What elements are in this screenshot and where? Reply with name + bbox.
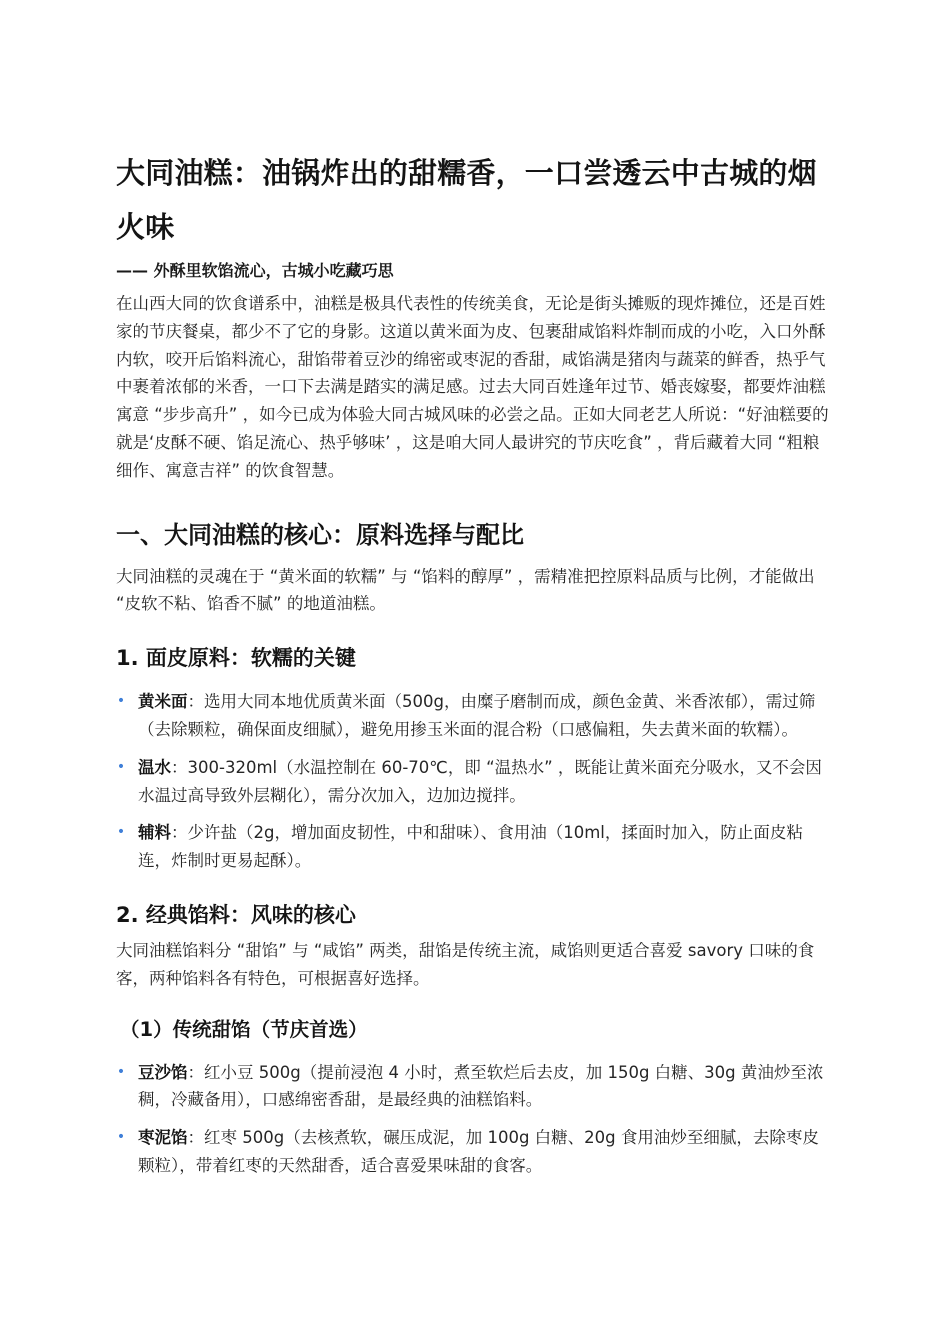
bullet-icon: •: [116, 693, 126, 710]
item-text: ：红小豆 500g（提前浸泡 4 小时，煮至软烂后去皮，加 150g 白糖、30g 黄油炒至浓稠，冷藏备用），口感绵密香甜，是最经典的油糕馅料。: [138, 1062, 824, 1110]
article-title: 大同油糕：油锅炸出的甜糯香，一口尝透云中古城的烟火味: [116, 156, 817, 244]
section-1-heading: 一、大同油糕的核心：原料选择与配比: [116, 520, 524, 549]
list-item: [116, 819, 832, 875]
item-term: 温水: [138, 757, 171, 777]
subsection-2-intro: 大同油糕馅料分 “甜馅” 与 “咸馅” 两类，甜馅是传统主流，咸馅则更适合喜爱 savory 口味的食客，两种馅料各有特色，可根据喜好选择。: [116, 940, 815, 988]
list-item: [116, 1059, 832, 1115]
sweet-filling-list: [116, 1059, 832, 1180]
bullet-icon: •: [116, 1129, 126, 1146]
subsection-1-heading: 1. 面皮原料：软糯的关键: [116, 646, 356, 671]
item-text: ：红枣 500g（去核煮软，碾压成泥，加 100g 白糖、20g 食用油炒至细腻，去除枣皮颗粒），带着红枣的天然甜香，适合喜爱果味甜的食客。: [138, 1128, 819, 1175]
item-term: 辅料: [138, 823, 171, 843]
list-item: [116, 1124, 832, 1180]
item-text: ：少许盐（2g，增加面皮韧性，中和甜味）、食用油（10ml，揉面时加入，防止面皮粘连，炸制时更易起酥）。: [138, 823, 803, 871]
item-term: 黄米面: [138, 692, 188, 712]
section-1-intro: 大同油糕的灵魂在于 “黄米面的软糯” 与 “馅料的醇厚” ，需精准把控原料品质与比例，才能做出 “皮软不粘、馅香不腻” 的地道油糕。: [116, 566, 815, 614]
bullet-icon: •: [116, 1063, 126, 1080]
item-term: 枣泥馅: [138, 1128, 188, 1148]
item-text: ：选用大同本地优质黄米面（500g，由糜子磨制而成，颜色金黄、米香浓郁），需过筛（去除颗粒，确保面皮细腻），避免用掺玉米面的混合粉（口感偏粗，失去黄米面的软糯）。: [138, 692, 816, 739]
subsection-2-heading: 2. 经典馅料：风味的核心: [116, 902, 356, 927]
intro-paragraph: 在山西大同的饮食谱系中，油糕是极具代表性的传统美食，无论是街头摊贩的现炸摊位，还是百姓家的节庆餐桌，都少不了它的身影。这道以黄米面为皮、包裹甜咸馅料炸制而成的小吃，入口外酥内软，咬开后馅料流心，甜馅带着豆沙的绵密或枣泥的香甜，咸馅满是猪肉与蔬菜的鲜香，热乎气中裹着浓郁的米香，一口下去满是踏实的满足感。过去大同百姓逢年过节、婚丧嫁娶，都要炸油糕寓意 “步步高升” ，如今已成为体验大同古城风味的必尝之品。正如大同老艺人所说：“好油糕要的就是‘皮酥不硬、馅足流心、热乎够味’ ，这是咱大同人最讲究的节庆吃食” ，背后藏着大同 “粗粮细作、寓意吉祥” 的饮食智慧。: [116, 294, 829, 480]
bullet-icon: •: [116, 758, 126, 775]
dough-ingredients-list: [116, 688, 832, 875]
sweet-filling-heading: （1）传统甜馅（节庆首选）: [120, 1017, 368, 1041]
item-term: 豆沙馅: [138, 1062, 188, 1082]
item-text: ：300-320ml（水温控制在 60-70℃，即 “温热水” ，既能让黄米面充分吸水，又不会因水温过高导致外层糊化），需分次加入，边加边搅拌。: [138, 757, 822, 805]
list-item: [116, 688, 832, 744]
bullet-icon: •: [116, 824, 126, 841]
list-item: [116, 754, 832, 810]
article-subtitle: —— 外酥里软馅流心，古城小吃藏巧思: [116, 261, 394, 280]
